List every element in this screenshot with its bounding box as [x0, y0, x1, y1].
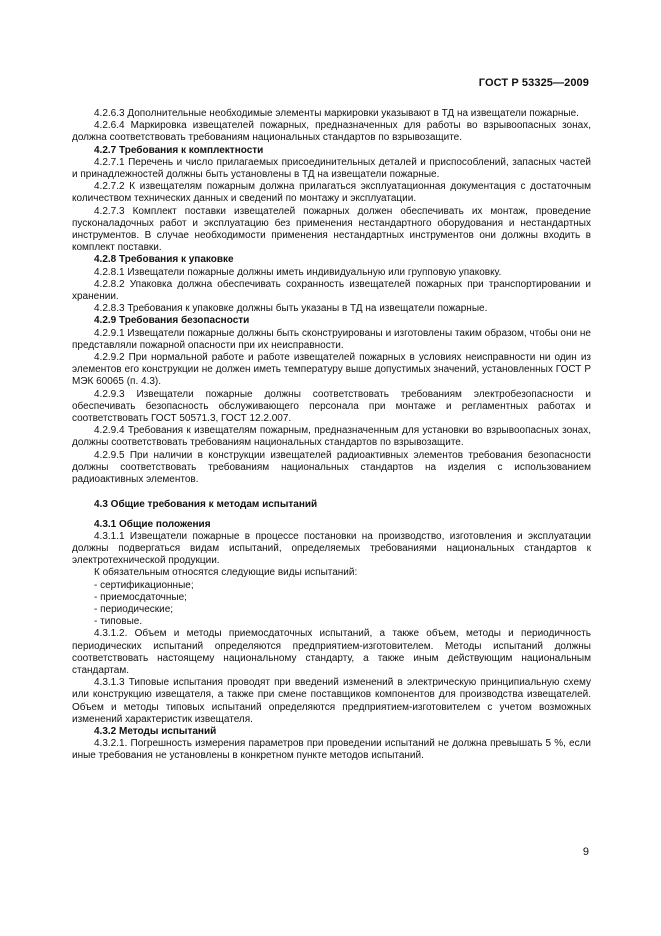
paragraph: 4.2.9.4 Требования к извещателям пожарным, предназначенным для установки во взрывоопасных зонах, должны соответствовать требованиям национальных стандартов по взрывозащите. — [72, 425, 591, 449]
paragraph: 4.2.9.5 При наличии в конструкции извещателей радиоактивных элементов требования безопасности должны соответствовать требованиям национальных стандартов на изделия с использованием радиоактивных элементов. — [72, 449, 591, 486]
page-number: 9 — [582, 846, 589, 858]
list-item: - типовые. — [94, 616, 143, 628]
paragraph: 4.2.9.3 Извещатели пожарные должны соответствовать требованиям электробезопасности и обеспечивать безопасность обслуживающего персонала при монтаже и регламентных работах и соответствовать ГОСТ 50571.3, ГОСТ 12.2.007. — [72, 388, 591, 425]
paragraph: 4.2.6.3 Дополнительные необходимые элементы маркировки указывают в ТД на извещатели пожарные. — [94, 108, 579, 119]
document-body — [72, 108, 591, 763]
subsection-heading: 4.2.9 Требования безопасности — [94, 315, 250, 327]
list-item: - периодические; — [94, 603, 174, 615]
paragraph: 4.3.1.1 Извещатели пожарные в процессе постановки на производство, изготовления и эксплуатации должны подвергаться видам испытаний, определяемых требованиями национальных стандартов к электротехнической продукции. — [72, 530, 591, 567]
list-item: - сертификационные; — [94, 579, 194, 591]
paragraph: 4.2.8.1 Извещатели пожарные должны иметь индивидуальную или групповую упаковку. — [94, 266, 502, 278]
paragraph: 4.2.6.4 Маркировка извещателей пожарных, предназначенных для работы во взрывоопасных зонах, должна соответствовать требованиям национальных стандартов по взрывозащите. — [72, 120, 591, 144]
paragraph: 4.2.7.2 К извещателям пожарным должна прилагаться эксплуатационная документация с достаточным количеством технических данных и сведений по монтажу и эксплуатации. — [72, 181, 591, 205]
subsection-heading: 4.2.7 Требования к комплектности — [94, 144, 264, 156]
list-item: - приемосдаточные; — [94, 591, 187, 603]
document-header: ГОСТ Р 53325—2009 — [478, 77, 589, 89]
paragraph: 4.2.7.3 Комплект поставки извещателей пожарных должен обеспечивать их монтаж, проведение пусконаладочных работ и эксплуатацию без применения нестандартного оборудования и нестандартных инструментов. В случае необходимости применения нестандартных инструментов они должны входить в комплект поставки. — [72, 205, 591, 254]
section-heading: 4.3 Общие требования к методам испытаний — [94, 499, 318, 511]
subsection-heading: 4.3.1 Общие положения — [94, 518, 211, 530]
paragraph: 4.3.2.1. Погрешность измерения параметров при проведении испытаний не должна превышать 5 %, если иные требования не установлены в конкретном пункте методов испытаний. — [72, 738, 591, 762]
paragraph: К обязательным относятся следующие виды испытаний: — [94, 567, 358, 579]
paragraph: 4.3.1.3 Типовые испытания проводят при введений изменений в электрическую принципиальную схему или конструкцию извещателя, а также при смене поставщиков компонентов для производства извещателей. Объем и методы типовых испытаний определяются предприятием-изготовителем с учетом возможных изменений характеристик извещателя. — [72, 677, 591, 725]
subsection-heading: 4.2.8 Требования к упаковке — [94, 254, 234, 266]
paragraph: 4.2.8.3 Требования к упаковке должны быть указаны в ТД на извещатели пожарные. — [94, 303, 488, 315]
subsection-heading: 4.3.2 Методы испытаний — [94, 725, 217, 737]
paragraph: 4.3.1.2. Объем и методы приемосдаточных испытаний, а также объем, методы и периодичность периодических испытаний определяются предприятием-изготовителем. Методы испытаний должны соответствовать настоящему национальному стандарту, а также иным действующим национальным стандартам. — [72, 628, 591, 676]
paragraph: 4.2.7.1 Перечень и число прилагаемых присоединительных деталей и приспособлений, запасных частей и принадлежностей должны быть установлены в ТД на извещатели пожарные. — [72, 156, 591, 181]
paragraph: 4.2.9.2 При нормальной работе и работе извещателей пожарных в условиях неисправности ни один из элементов его конструкции не должен иметь температуру выше допустимых значений, установленных ГОСТ Р МЭК 60065 (п. 4.3). — [72, 352, 591, 388]
paragraph: 4.2.8.2 Упаковка должна обеспечивать сохранность извещателей пожарных при транспортировании и хранении. — [72, 278, 591, 303]
paragraph: 4.2.9.1 Извещатели пожарные должны быть сконструированы и изготовлены таким образом, чтобы они не представляли пожарной опасности при их неисправности. — [72, 327, 591, 351]
